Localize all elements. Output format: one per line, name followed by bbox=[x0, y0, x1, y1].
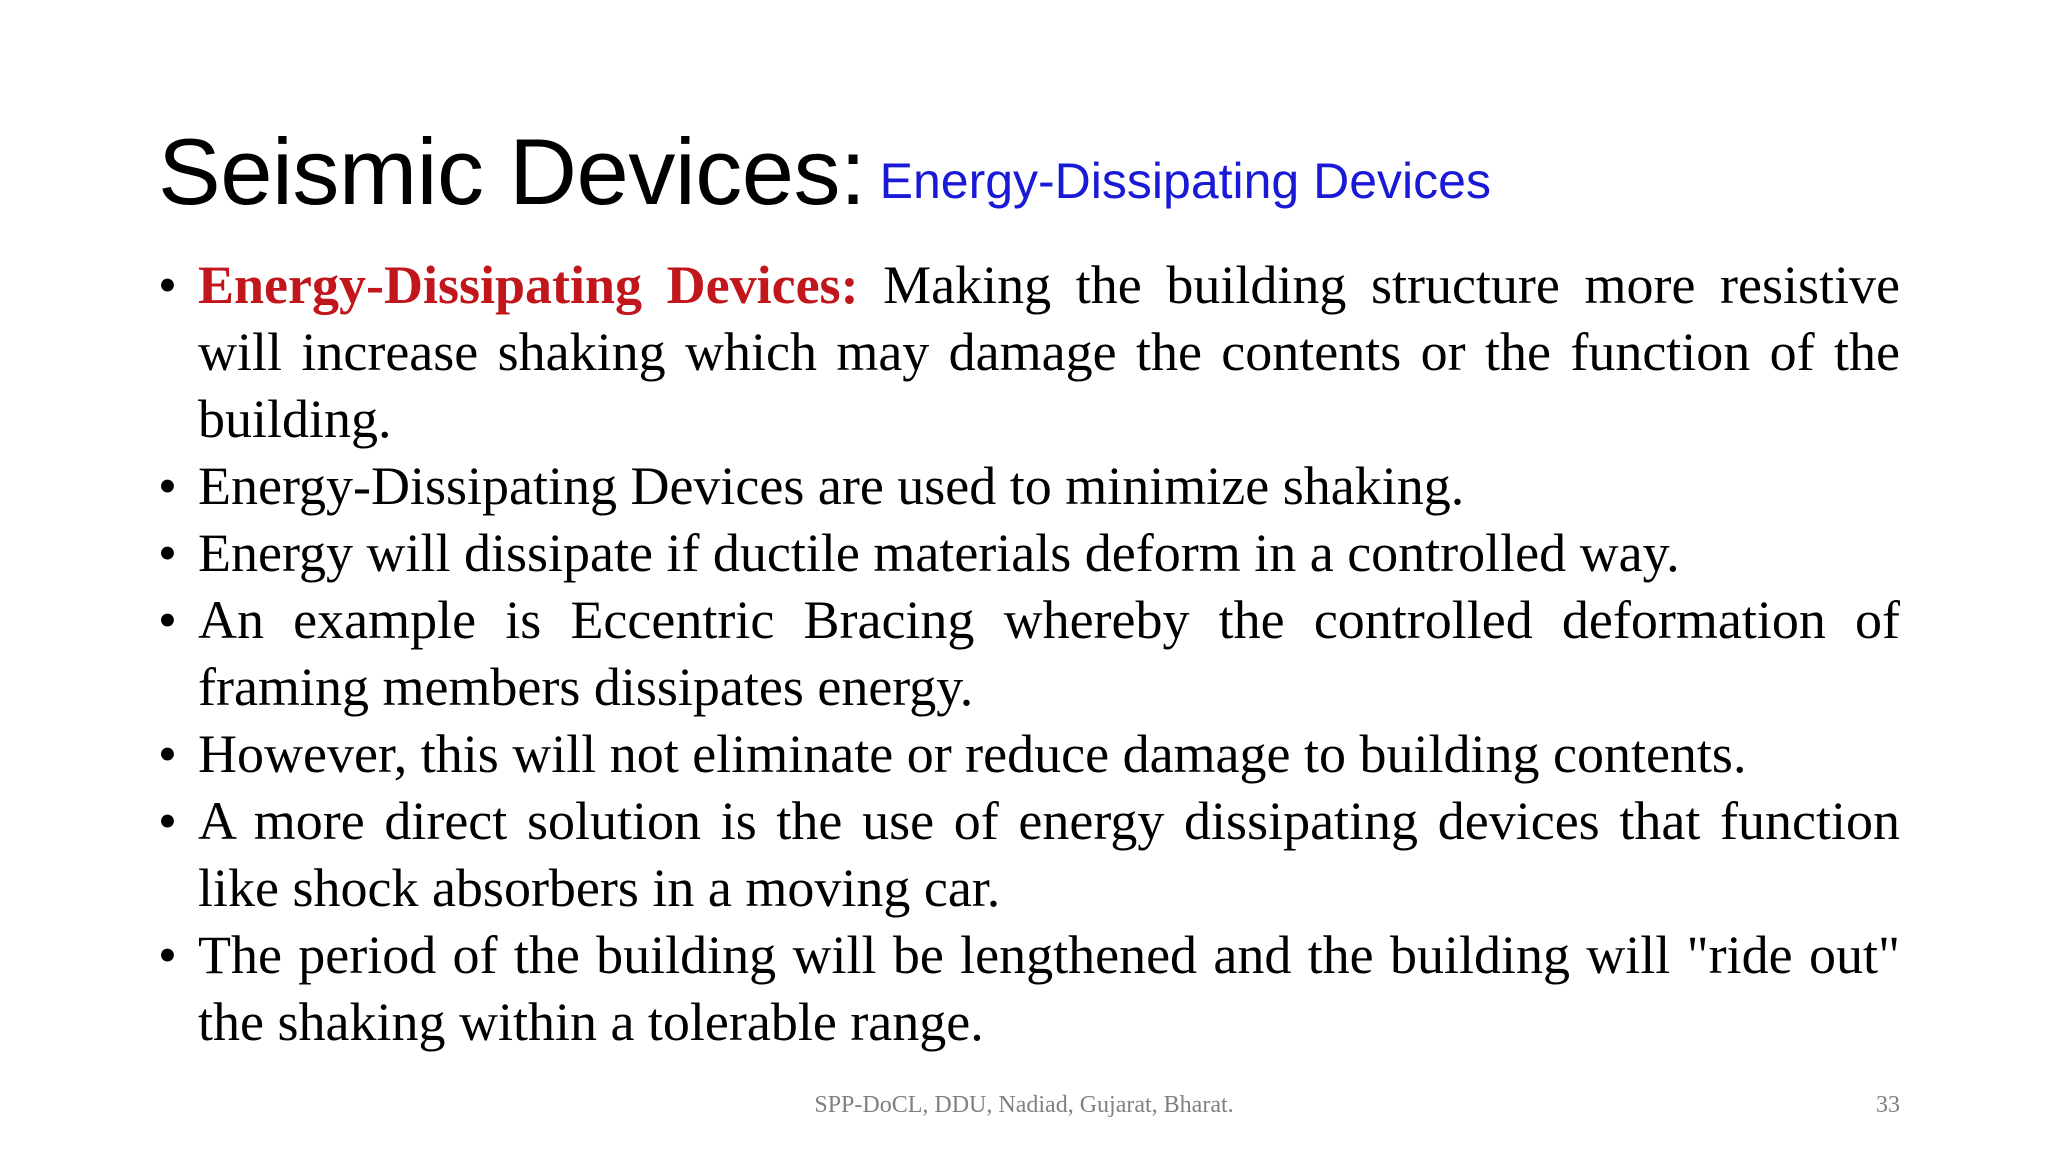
bullet-item bbox=[158, 587, 1900, 721]
bullet-item bbox=[158, 721, 1900, 788]
bullet-list bbox=[158, 252, 1900, 1056]
bullet-text: Making the building structure more resistive will increase shaking which may damage the contents or the function of the building. bbox=[198, 255, 1901, 449]
bullet-lead-term: Energy-Dissipating Devices: bbox=[198, 255, 859, 315]
bullet-item bbox=[158, 520, 1900, 587]
bullet-text: However, this will not eliminate or reduce damage to building contents. bbox=[198, 724, 1747, 784]
bullet-text: A more direct solution is the use of energy dissipating devices that function like shock absorbers in a moving car. bbox=[198, 791, 1900, 918]
bullet-text: The period of the building will be lengthened and the building will "ride out" the shaking within a tolerable range. bbox=[198, 925, 1900, 1052]
bullet-item bbox=[158, 252, 1900, 453]
bullet-item bbox=[158, 788, 1900, 922]
page-number: 33 bbox=[1876, 1092, 1900, 1118]
bullet-text: Energy-Dissipating Devices are used to minimize shaking. bbox=[198, 456, 1465, 516]
slide-footer: SPP-DoCL, DDU, Nadiad, Gujarat, Bharat. bbox=[814, 1092, 1234, 1118]
bullet-item bbox=[158, 453, 1900, 520]
slide-title bbox=[158, 118, 1491, 226]
title-main: Seismic Devices: bbox=[158, 119, 866, 224]
title-subtitle: Energy-Dissipating Devices bbox=[879, 153, 1491, 209]
bullet-text: An example is Eccentric Bracing whereby the controlled deformation of framing members dissipates energy. bbox=[198, 590, 1900, 717]
bullet-text: Energy will dissipate if ductile materials deform in a controlled way. bbox=[198, 523, 1680, 583]
bullet-item bbox=[158, 922, 1900, 1056]
